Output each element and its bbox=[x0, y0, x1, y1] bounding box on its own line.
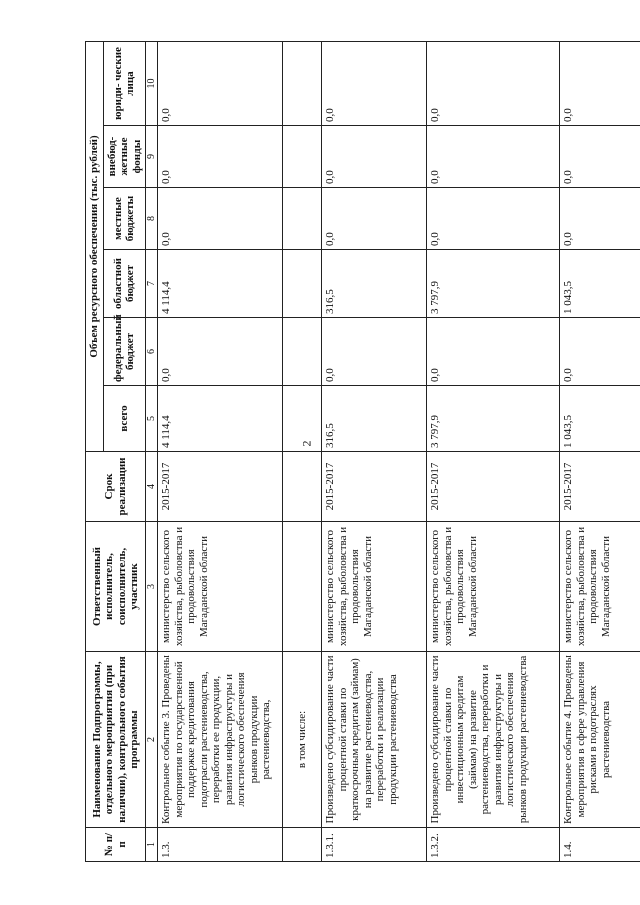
row-num bbox=[283, 828, 322, 862]
row-offbudget: 0,0 bbox=[560, 126, 640, 188]
row-total: 3 797,9 bbox=[427, 386, 560, 452]
row-legal: 0,0 bbox=[560, 42, 640, 126]
row-executor: министерство сельского хозяйства, рыболовства и продовольствия Магаданской области bbox=[158, 522, 283, 652]
row-term: 2015-2017 bbox=[560, 452, 640, 522]
rotated-table-sheet bbox=[85, 42, 635, 862]
row-term bbox=[283, 452, 322, 522]
row-name: в том числе: bbox=[283, 652, 322, 828]
row-num: 1.3. bbox=[158, 828, 283, 862]
row-regional: 316,5 bbox=[322, 250, 427, 318]
row-offbudget: 0,0 bbox=[427, 126, 560, 188]
row-executor: министерство сельского хозяйства, рыболовства и продовольствия Магаданской области bbox=[322, 522, 427, 652]
row-total: 4 114,4 bbox=[158, 386, 283, 452]
row-legal: 0,0 bbox=[322, 42, 427, 126]
table-row bbox=[427, 42, 560, 862]
header-regional: областной бюджет bbox=[103, 250, 146, 318]
row-offbudget: 0,0 bbox=[322, 126, 427, 188]
col-number: 7 bbox=[146, 250, 158, 318]
row-federal: 0,0 bbox=[158, 318, 283, 386]
row-regional: 4 114,4 bbox=[158, 250, 283, 318]
col-number: 5 bbox=[146, 386, 158, 452]
row-local: 0,0 bbox=[158, 188, 283, 250]
row-num: 1.3.1. bbox=[322, 828, 427, 862]
header-resource-group: Объем ресурсного обеспечения (тыс. рублей) bbox=[86, 42, 104, 452]
table-row bbox=[322, 42, 427, 862]
col-number: 8 bbox=[146, 188, 158, 250]
row-total: 1 043,5 bbox=[560, 386, 640, 452]
row-local: 0,0 bbox=[427, 188, 560, 250]
col-number: 1 bbox=[146, 828, 158, 862]
row-total bbox=[283, 386, 322, 452]
row-executor bbox=[283, 522, 322, 652]
row-term: 2015-2017 bbox=[158, 452, 283, 522]
table-row bbox=[283, 42, 322, 862]
row-local: 0,0 bbox=[322, 188, 427, 250]
header-legal: юриди- ческие лица bbox=[103, 42, 146, 126]
row-name: Произведено субсидирование части процентной ставки по инвестиционным кредитам (займам) на развитие растениеводства, переработки и развития инфраструктуры и логистического обеспечения рынков продукции растениеводства bbox=[427, 652, 560, 828]
row-executor: министерство сельского хозяйства, рыболовства и продовольствия Магаданской области bbox=[427, 522, 560, 652]
row-legal: 0,0 bbox=[427, 42, 560, 126]
row-federal bbox=[283, 318, 322, 386]
row-federal: 0,0 bbox=[560, 318, 640, 386]
row-num: 1.4. bbox=[560, 828, 640, 862]
row-term: 2015-2017 bbox=[322, 452, 427, 522]
header-federal: федеральный бюджет bbox=[103, 318, 146, 386]
row-term: 2015-2017 bbox=[427, 452, 560, 522]
col-number: 3 bbox=[146, 522, 158, 652]
table-row bbox=[158, 42, 283, 862]
row-regional: 1 043,5 bbox=[560, 250, 640, 318]
row-federal: 0,0 bbox=[427, 318, 560, 386]
column-number-row bbox=[146, 42, 158, 862]
row-local bbox=[283, 188, 322, 250]
row-federal: 0,0 bbox=[322, 318, 427, 386]
header-offbudget: внебюд- жетные фонды bbox=[103, 126, 146, 188]
header-name: Наименование Подпрограммы, отдельного мероприятия (при наличии), контрольного события программы bbox=[86, 652, 146, 828]
col-number: 2 bbox=[146, 652, 158, 828]
row-name: Контрольное событие 4. Проведены мероприятия в сфере управления рисками в подотраслях растениеводства bbox=[560, 652, 640, 828]
row-total: 316,5 bbox=[322, 386, 427, 452]
page-number: 2 bbox=[299, 440, 314, 447]
row-name: Контрольное событие 3. Проведены мероприятия по государственной поддержке кредитования подотрасли растениеводства, переработки ее продукции, развития инфраструктуры и логистического обеспечения рынков продукции растениеводства, bbox=[158, 652, 283, 828]
row-legal bbox=[283, 42, 322, 126]
col-number: 6 bbox=[146, 318, 158, 386]
col-number: 10 bbox=[146, 42, 158, 126]
row-offbudget bbox=[283, 126, 322, 188]
row-num: 1.3.2. bbox=[427, 828, 560, 862]
header-executor: Ответственный исполнитель, соисполнитель, участник bbox=[86, 522, 146, 652]
header-total: всего bbox=[103, 386, 146, 452]
row-regional bbox=[283, 250, 322, 318]
header-local: местные бюджеты bbox=[103, 188, 146, 250]
header-num: № п/п bbox=[86, 828, 146, 862]
resource-table bbox=[85, 41, 640, 862]
table-row bbox=[560, 42, 640, 862]
row-executor: министерство сельского хозяйства, рыболовства и продовольствия Магаданской области bbox=[560, 522, 640, 652]
row-regional: 3 797,9 bbox=[427, 250, 560, 318]
row-legal: 0,0 bbox=[158, 42, 283, 126]
col-number: 4 bbox=[146, 452, 158, 522]
row-name: Произведено субсидирование части процентной ставки по краткосрочным кредитам (займам) на развитие растениеводства, переработки и реализации продукции растениеводства bbox=[322, 652, 427, 828]
row-offbudget: 0,0 bbox=[158, 126, 283, 188]
col-number: 9 bbox=[146, 126, 158, 188]
header-term: Срок реализации bbox=[86, 452, 146, 522]
row-local: 0,0 bbox=[560, 188, 640, 250]
